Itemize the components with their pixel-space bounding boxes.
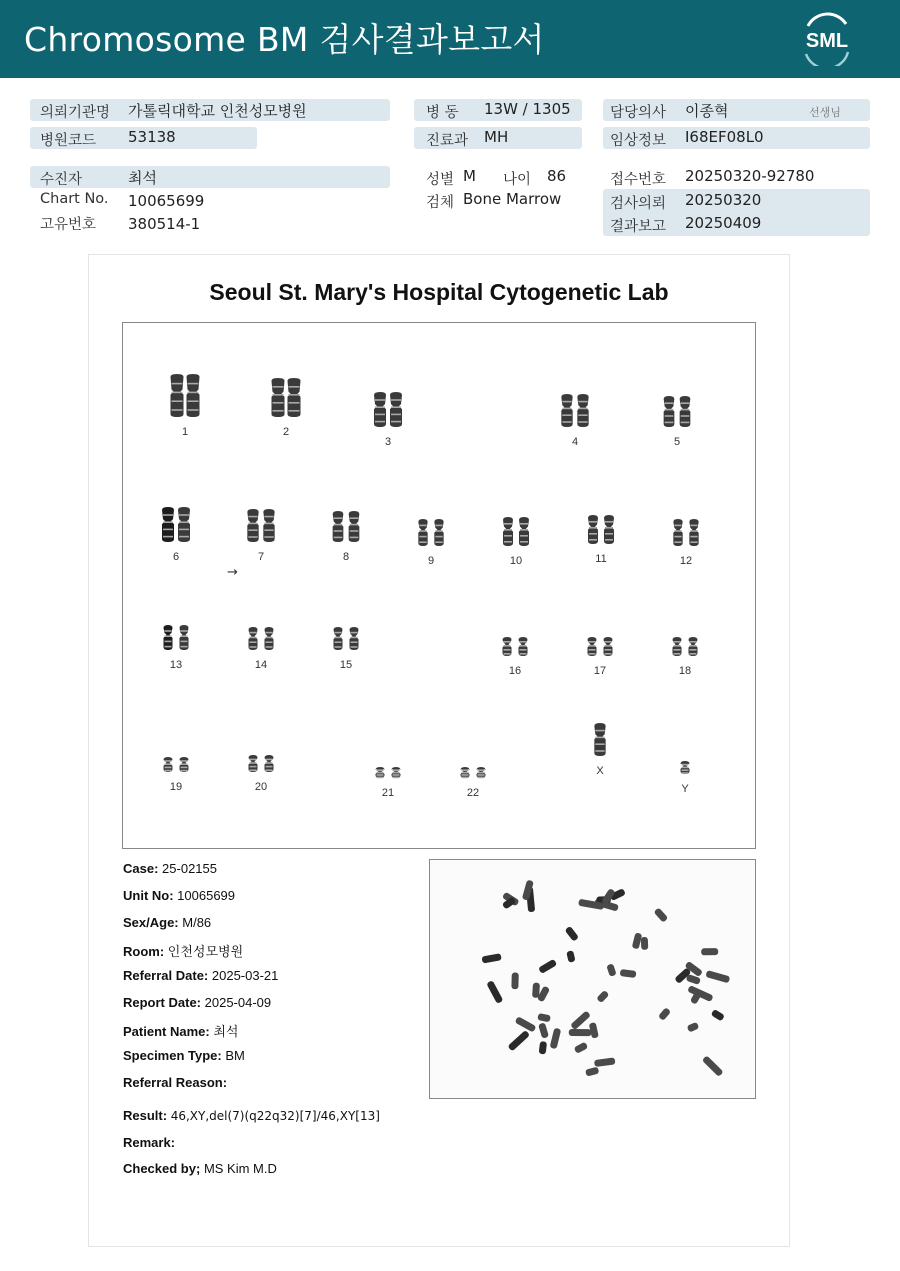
chromosome-pair-8 [316, 509, 376, 563]
chromosome-label-13: 13 [169, 659, 183, 671]
metaphase-chromosome [570, 1010, 591, 1030]
case-label: Case: [123, 861, 159, 876]
remark-label: Remark: [123, 1135, 176, 1150]
specimen-type-label: Specimen Type: [123, 1048, 222, 1063]
test-request-value: 20250320 [685, 191, 762, 209]
sml-logo [796, 12, 858, 66]
hospital-code-label: 병원코드 [40, 133, 97, 149]
result-line [123, 1108, 380, 1123]
age-value: 86 [547, 167, 567, 185]
referral-date-value: 2025-03-21 [211, 968, 279, 983]
report-header-bar [0, 0, 900, 78]
chromosome-pair-image [146, 623, 206, 653]
result-report-value: 20250409 [685, 214, 762, 232]
chart-no-label: Chart No. [40, 191, 109, 207]
test-request-label: 검사의뢰 [610, 196, 667, 212]
clinical-info-value: I68EF08L0 [685, 128, 764, 146]
department-label: 진료과 [426, 133, 469, 149]
chromosome-pair-image [231, 753, 291, 775]
specimen-type-line [123, 1048, 245, 1063]
chromosome-label-3: 3 [384, 436, 392, 448]
report-title: Chromosome BM 검사결과보고서 [24, 20, 545, 59]
remark-line [123, 1135, 175, 1150]
checked-by-line [123, 1161, 277, 1176]
chromosome-label-16: 16 [508, 665, 522, 677]
chromosome-pair-image [545, 392, 605, 430]
receipt-no-value: 20250320-92780 [685, 167, 815, 185]
chromosome-pair-x [570, 721, 630, 777]
metaphase-chromosome [687, 1022, 700, 1033]
chromosome-label-17: 17 [593, 665, 607, 677]
chromosome-pair-4 [545, 392, 605, 448]
chromosome-pair-image [570, 635, 630, 659]
metaphase-chromosome [654, 907, 669, 922]
sex-age-value: M/86 [182, 915, 212, 930]
chromosome-pair-15 [316, 625, 376, 671]
chromosome-pair-image [358, 390, 418, 430]
metaphase-chromosome [594, 1057, 616, 1067]
referral-date-line [123, 968, 278, 983]
chromosome-pair-21 [358, 765, 418, 799]
metaphase-chromosome [532, 983, 540, 998]
sex-label: 성별 [426, 172, 455, 188]
referral-date-label: Referral Date: [123, 968, 209, 983]
result-label: Result: [123, 1108, 168, 1123]
room-line [123, 941, 243, 960]
chromosome-pair-13 [146, 623, 206, 671]
chromosome-pair-image [443, 765, 503, 781]
metaphase-chromosome [658, 1007, 671, 1021]
chromosome-pair-image [316, 625, 376, 653]
chromosome-pair-11 [571, 513, 631, 565]
chromosome-pair-image [647, 394, 707, 430]
cytogenetic-report [88, 254, 790, 1247]
metaphase-chromosome [574, 1042, 589, 1054]
ward-value: 13W / 1305 [484, 100, 571, 118]
examinee-label: 수진자 [40, 172, 83, 188]
patient-name-value: 최석 [213, 1024, 239, 1039]
patient-name-line [123, 1021, 238, 1040]
chromosome-label-2: 2 [282, 426, 290, 438]
chromosome-label-11: 11 [595, 553, 607, 565]
chromosome-label-22: 22 [466, 787, 480, 799]
receipt-no-label: 접수번호 [610, 172, 667, 188]
chromosome-pair-image [231, 507, 291, 545]
unique-no-label: 고유번호 [40, 217, 97, 233]
chromosome-pair-image [655, 635, 715, 659]
sex-value: M [463, 167, 476, 185]
metaphase-chromosome [701, 948, 718, 955]
chromosome-pair-22 [443, 765, 503, 799]
institution-label: 의뢰기관명 [40, 105, 111, 121]
chromosome-pair-16 [485, 635, 545, 677]
chromosome-label-1: 1 [181, 426, 189, 438]
chromosome-label-18: 18 [678, 665, 692, 677]
chromosome-pair-20 [231, 753, 291, 793]
metaphase-spread [430, 860, 755, 1098]
chart-no-value: 10065699 [128, 192, 205, 210]
lab-title: Seoul St. Mary's Hospital Cytogenetic Lab [209, 279, 669, 305]
chromosome-pair-1 [155, 372, 215, 438]
unit-no-line [123, 888, 235, 903]
metaphase-chromosome [539, 1041, 547, 1054]
institution-value: 가톨릭대학교 인천성모병원 [128, 102, 307, 120]
metaphase-chromosome [537, 1013, 551, 1022]
chromosome-label-y: Y [681, 783, 689, 795]
chromosome-label-21: 21 [381, 787, 395, 799]
unit-no-label: Unit No: [123, 888, 174, 903]
metaphase-chromosome [538, 959, 557, 974]
chromosome-pair-9 [401, 517, 461, 567]
patient-name-label: Patient Name: [123, 1024, 210, 1039]
chromosome-pair-image [656, 517, 716, 549]
chromosome-pair-image [401, 517, 461, 549]
karyogram-panel [122, 322, 756, 849]
chromosome-pair-14 [231, 625, 291, 671]
metaphase-chromosome [705, 970, 730, 983]
report-date-line [123, 995, 271, 1010]
chromosome-pair-image [155, 372, 215, 420]
chromosome-pair-image [485, 635, 545, 659]
chromosome-pair-image [146, 505, 206, 545]
chromosome-label-14: 14 [254, 659, 268, 671]
chromosome-label-7: 7 [257, 551, 265, 563]
age-label: 나이 [503, 172, 532, 188]
chromosome-pair-image [256, 376, 316, 420]
specimen-label: 검체 [426, 195, 455, 211]
doctor-value: 이종혁 [685, 102, 729, 120]
chromosome-label-8: 8 [342, 551, 350, 563]
referral-reason-line [123, 1075, 227, 1090]
ward-label: 병 동 [426, 105, 459, 121]
chromosome-label-5: 5 [673, 436, 681, 448]
report-date-value: 2025-04-09 [204, 995, 272, 1010]
case-value: 25-02155 [162, 861, 217, 876]
specimen-type-value: BM [225, 1048, 245, 1063]
chromosome-pair-y [655, 759, 715, 795]
chromosome-pair-image [358, 765, 418, 781]
checked-by-label: Checked by; [123, 1161, 201, 1176]
metaphase-image [429, 859, 756, 1099]
chromosome-pair-image [146, 755, 206, 775]
chromosome-pair-image [655, 759, 715, 777]
metaphase-chromosome [641, 937, 649, 950]
chromosome-pair-image [231, 625, 291, 653]
result-report-label: 결과보고 [610, 219, 667, 235]
room-value: 인천성모병원 [167, 944, 244, 959]
chromosome-pair-5 [647, 394, 707, 448]
metaphase-chromosome [711, 1009, 725, 1022]
chromosome-pair-6 [146, 505, 206, 563]
chromosome-label-x: X [596, 765, 604, 777]
chromosome-label-9: 9 [427, 555, 435, 567]
chromosome-pair-image [570, 721, 630, 759]
metaphase-chromosome [620, 969, 637, 978]
deletion-arrow-icon: → [227, 565, 238, 580]
chromosome-pair-image [316, 509, 376, 545]
chromosome-pair-17 [570, 635, 630, 677]
metaphase-chromosome [596, 990, 609, 1003]
chromosome-pair-18 [655, 635, 715, 677]
chromosome-label-15: 15 [339, 659, 353, 671]
metaphase-chromosome [481, 953, 501, 963]
chromosome-label-6: 6 [172, 551, 180, 563]
chromosome-pair-12 [656, 517, 716, 567]
metaphase-chromosome [515, 1016, 537, 1032]
metaphase-chromosome [486, 980, 503, 1004]
metaphase-chromosome [538, 1022, 549, 1038]
doctor-label: 담당의사 [610, 105, 667, 121]
chromosome-pair-3 [358, 390, 418, 448]
sex-age-label: Sex/Age: [123, 915, 179, 930]
chromosome-pair-2 [256, 376, 316, 438]
chromosome-label-4: 4 [571, 436, 579, 448]
metaphase-chromosome [569, 1029, 592, 1036]
metaphase-chromosome [606, 963, 616, 977]
chromosome-label-20: 20 [254, 781, 268, 793]
department-value: MH [484, 128, 509, 146]
doctor-suffix: 선생님 [809, 106, 841, 119]
metaphase-chromosome [550, 1028, 562, 1050]
metaphase-chromosome [565, 926, 580, 942]
clinical-info-label: 임상정보 [610, 133, 667, 149]
metaphase-chromosome [632, 932, 643, 949]
chromosome-pair-19 [146, 755, 206, 793]
referral-reason-label: Referral Reason: [123, 1075, 228, 1090]
room-label: Room: [123, 944, 165, 959]
sml-logo-text: SML [805, 30, 849, 52]
metaphase-chromosome [566, 950, 575, 963]
unit-no-value: 10065699 [177, 888, 236, 903]
chromosome-pair-image [571, 513, 631, 547]
chromosome-label-19: 19 [169, 781, 183, 793]
metaphase-chromosome [585, 1067, 599, 1077]
chromosome-pair-image [486, 515, 546, 549]
chromosome-pair-7 [231, 507, 291, 563]
sex-age-line [123, 915, 211, 930]
examinee-value: 최석 [128, 169, 157, 187]
report-date-label: Report Date: [123, 995, 202, 1010]
metaphase-chromosome [507, 1030, 530, 1052]
chromosome-pair-10 [486, 515, 546, 567]
metaphase-chromosome [702, 1055, 724, 1077]
case-line [123, 861, 217, 876]
chromosome-label-12: 12 [679, 555, 693, 567]
chromosome-label-10: 10 [509, 555, 523, 567]
hospital-code-value: 53138 [128, 128, 176, 146]
specimen-value: Bone Marrow [463, 190, 562, 208]
checked-by-value: MS Kim M.D [203, 1161, 277, 1176]
result-value: 46,XY,del(7)(q22q32)[7]/46,XY[13] [170, 1109, 380, 1123]
unique-no-value: 380514-1 [128, 215, 201, 233]
examinee-field-bg [30, 166, 390, 188]
metaphase-chromosome [511, 972, 518, 989]
